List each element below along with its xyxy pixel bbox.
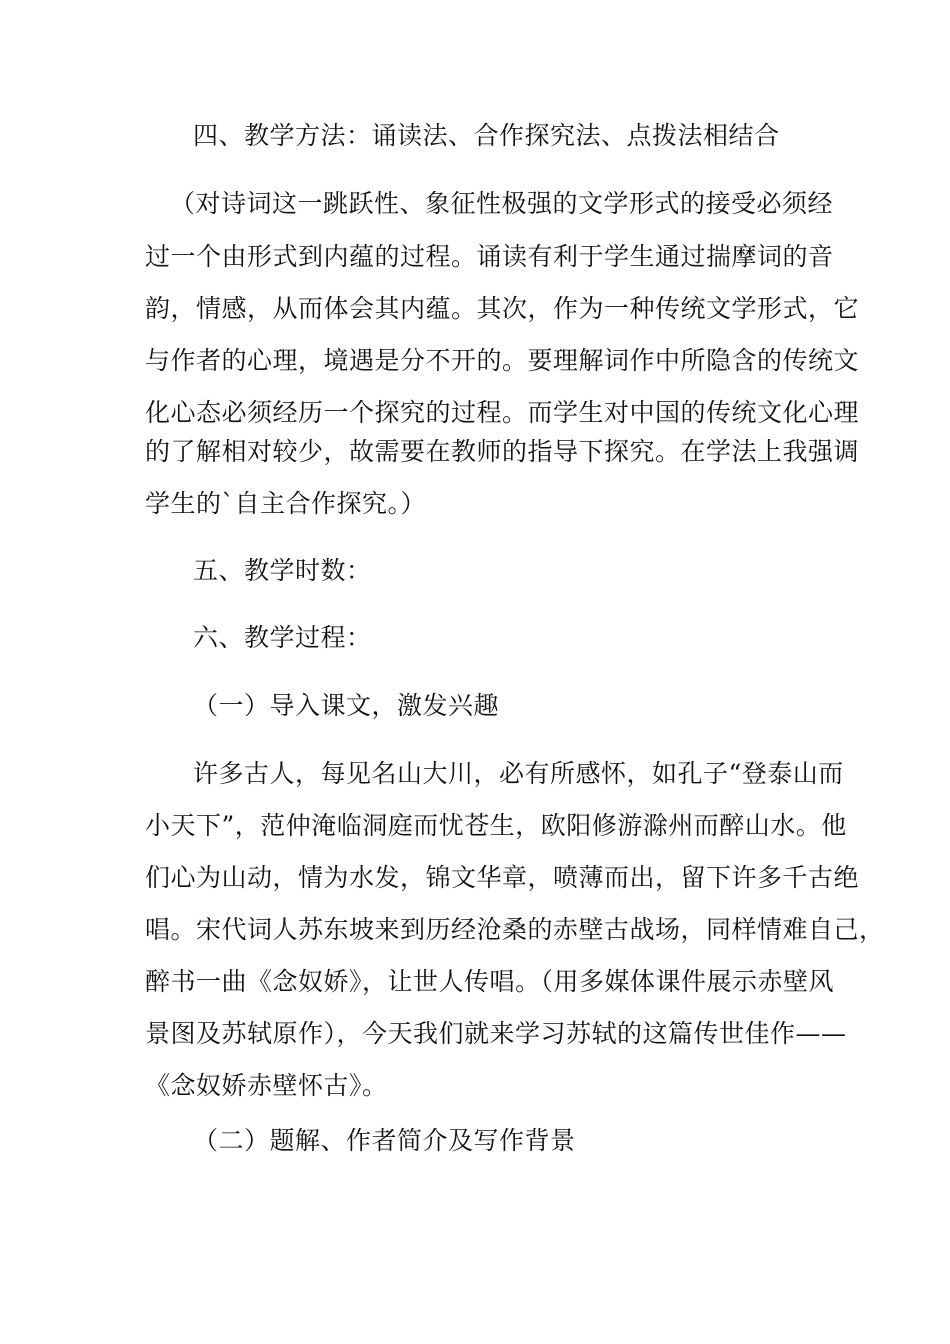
paragraph-line-text: 化心态必须经历一个探究的过程。而学生对中国的传统文化心理 bbox=[145, 398, 860, 427]
paragraph-line-text: 与作者的心理，境遇是分不开的。要理解词作中所隐含的传统文 bbox=[145, 346, 860, 375]
step1-title-text: （一）导入课文，激发兴趣 bbox=[193, 691, 500, 720]
paragraph-line-text: 许多古人，每见名山大川，必有所感怀，如孔子“登泰山而 bbox=[193, 759, 844, 788]
paragraph-line-text: 《念奴娇赤壁怀古》。 bbox=[145, 1071, 388, 1100]
heading-teaching-hours-text: 五、教学时数： bbox=[193, 556, 372, 585]
paragraph-line-text: 醉书一曲《念奴娇》，让世人传唱。（用多媒体课件展示赤壁风 bbox=[145, 967, 835, 996]
paragraph-line-text: 们心为山动，情为水发，锦文华章，喷薄而出，留下许多千古绝 bbox=[145, 863, 860, 892]
step2-title-text: （二）题解、作者简介及写作背景 bbox=[193, 1126, 576, 1155]
heading-teaching-methods-text: 四、教学方法：诵读法、合作探究法、点拨法相结合 bbox=[193, 121, 780, 150]
paragraph-line-text: 学生的`自主合作探究。） bbox=[145, 489, 427, 518]
paragraph-line-text: 小天下”，范仲淹临洞庭而忧苍生，欧阳修游滁州而醉山水。他 bbox=[145, 811, 847, 840]
paragraph-line-text: （对诗词这一跳跃性、象征性极强的文学形式的接受必须经 bbox=[170, 189, 834, 218]
paragraph-line-text: 韵，情感，从而体会其内蕴。其次，作为一种传统文学形式，它 bbox=[145, 294, 860, 323]
paragraph-line-text: 唱。宋代词人苏东坡来到历经沧桑的赤壁古战场，同样情难自己， bbox=[145, 915, 885, 944]
paragraph-line-text: 过一个由形式到内蕴的过程。诵读有利于学生通过揣摩词的音 bbox=[145, 242, 834, 271]
paragraph-line-text: 的了解相对较少，故需要在教师的指导下探究。在学法上我强调 bbox=[145, 437, 860, 466]
heading-teaching-process-text: 六、教学过程： bbox=[193, 623, 372, 652]
paragraph-line-text: 景图及苏轼原作），今天我们就来学习苏轼的这篇传世佳作—— bbox=[145, 1019, 847, 1048]
